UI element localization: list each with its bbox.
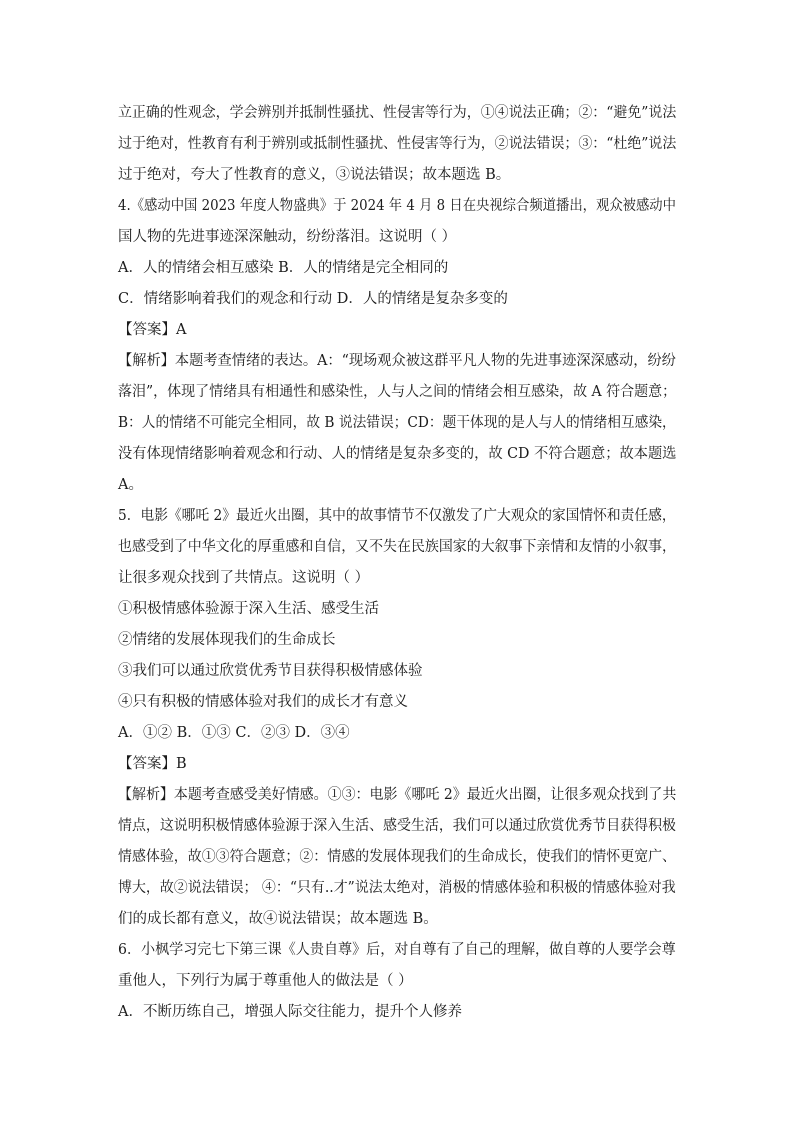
text-line: 过于绝对，夸大了性教育的意义，③说法错误；故本题选 B。 [118,167,511,183]
analysis-line: 情感体验，故①③符合题意；②：情感的发展体现我们的生命成长，使我们的情怀更宽广、 [118,849,676,865]
question-6-stem: 6．小枫学习完七下第三课《人贵自尊》后，对自尊有了自己的理解，做自尊的人要学会尊 [118,942,676,958]
statement-line: ②情绪的发展体现我们的生命成长 [118,632,336,648]
analysis-line: 情点，这说明积极情感体验源于深入生活、感受生活，我们可以通过欣赏优秀节目获得积极 [118,818,676,834]
statement-line: ①积极情感体验源于深入生活、感受生活 [118,601,379,617]
text-line: 让很多观众找到了共情点。这说明（ ） [118,570,370,586]
option-line: A．①② B．①③ C．②③ D．③④ [118,725,350,741]
option-line: C．情绪影响着我们的观念和行动 D．人的情绪是复杂多变的 [118,291,508,307]
text-line: 过于绝对，性教育有利于辨别或抵制性骚扰、性侵害等行为，②说法错误；③：“杜绝”说法 [118,136,677,152]
analysis-line: B：人的情绪不可能完全相同，故 B 说法错误；CD：题干体现的是人与人的情绪相互感染， [118,415,676,431]
statement-line: ④只有积极的情感体验对我们的成长才有意义 [118,694,408,710]
text-line: 立正确的性观念，学会辨别并抵制性骚扰、性侵害等行为，①④说法正确；②：“避免”说法 [118,105,677,121]
option-line: A．不断历练自己，增强人际交往能力，提升个人修养 [118,1004,462,1020]
question-5-stem: 5．电影《哪吒 2》最近火出圈，其中的故事情节不仅激发了广大观众的家国情怀和责任感， [118,508,676,524]
option-line: A．人的情绪会相互感染 B．人的情绪是完全相同的 [118,260,449,276]
analysis-line: 落泪”，体现了情绪具有相通性和感染性，人与人之间的情绪会相互感染，故 A 符合题意； [118,384,677,400]
analysis-line: 【解析】本题考查情绪的表达。A：“现场观众被这群平凡人物的先进事迹深深感动，纷纷 [118,353,676,369]
question-4-stem: 4.《感动中国 2023 年度人物盛典》于 2024 年 4 月 8 日在央视综合频道播出，观众被感动中 [118,198,676,214]
analysis-line: 没有体现情绪影响着观念和行动、人的情绪是复杂多变的，故 CD 不符合题意；故本题选 [118,446,677,462]
analysis-line: 【解析】本题考查感受美好情感。①③：电影《哪吒 2》最近火出圈，让很多观众找到了共 [118,787,677,803]
text-line: 重他人，下列行为属于尊重他人的做法是（ ） [118,973,413,989]
analysis-line: A。 [118,477,143,493]
statement-line: ③我们可以通过欣赏优秀节目获得积极情感体验 [118,663,423,679]
answer-label: 【答案】B [118,756,187,772]
text-line: 国人物的先进事迹深深触动，纷纷落泪。这说明（ ） [118,229,457,245]
analysis-line: 们的成长都有意义，故④说法错误；故本题选 B。 [118,911,438,927]
text-line: 也感受到了中华文化的厚重感和自信，又不失在民族国家的大叙事下亲情和友情的小叙事， [118,539,676,555]
analysis-line: 博大，故②说法错误； ④：“只有..才”说法太绝对，消极的情感体验和积极的情感体验对我 [118,880,676,896]
answer-label: 【答案】A [118,322,187,338]
